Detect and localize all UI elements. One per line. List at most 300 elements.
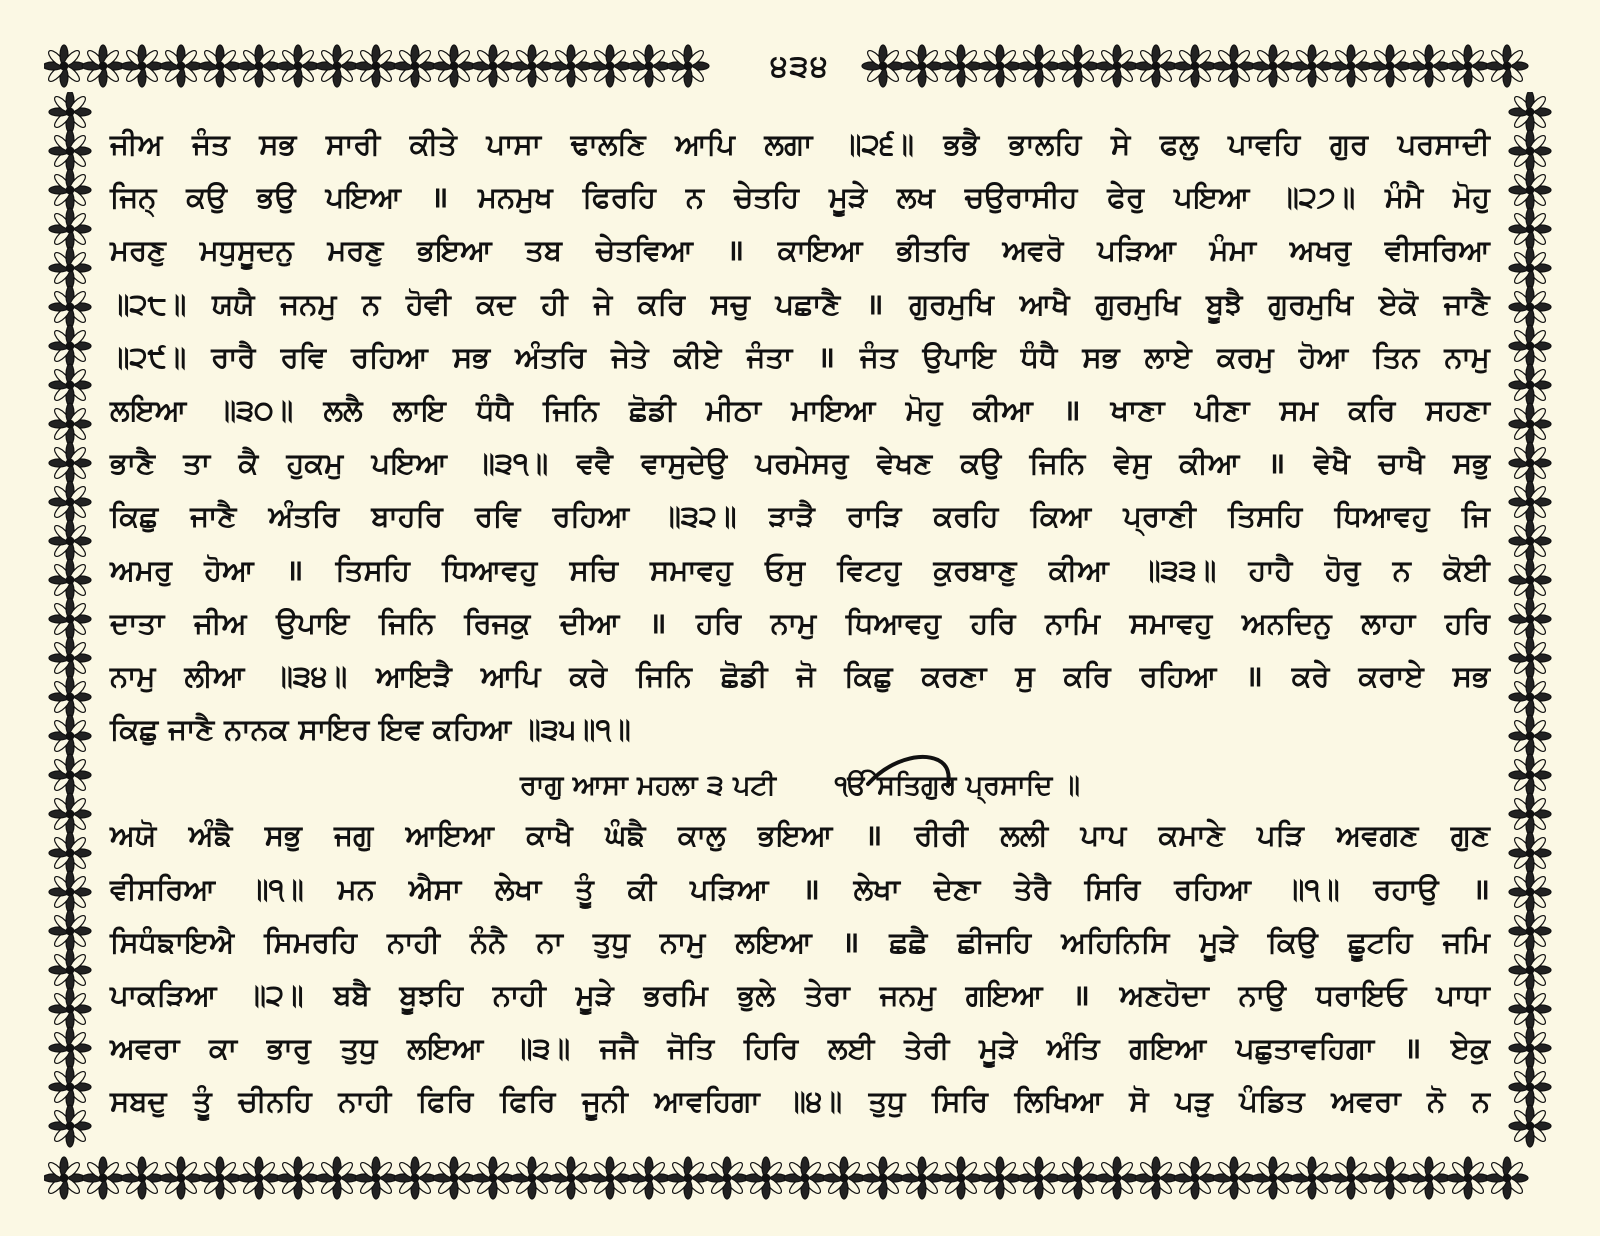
ek-onkar-flourish-icon (860, 750, 970, 790)
flower-star-icon (1509, 1027, 1551, 1069)
flower-star-icon (862, 1157, 904, 1199)
flower-star-icon (589, 45, 631, 87)
flower-star-icon (49, 481, 91, 523)
word: ਧਰਾਇਓ (1315, 978, 1407, 1012)
word: ਛਛੈ (889, 924, 928, 959)
word: ਰਹਿਆ (1174, 871, 1251, 906)
flower-star-icon (49, 403, 91, 445)
word: ਕਰਿ (1063, 658, 1111, 693)
word: ਜਿਨਿ (378, 605, 435, 640)
word: ਲਲੀ (1000, 818, 1049, 853)
word: ॥ (648, 605, 667, 640)
word: ਸਭੁ (1452, 446, 1490, 481)
flower-star-icon (1509, 559, 1551, 601)
flower-star-icon (667, 45, 709, 87)
word: ॥ (1403, 1031, 1422, 1066)
word: ਅੰਤਰਿ (268, 499, 340, 534)
word: ਲਾਹਾ (1361, 605, 1416, 640)
word: ਸੇ (1111, 127, 1131, 161)
word: ॥ (802, 871, 820, 906)
flower-star-icon (1330, 1157, 1372, 1199)
word: ਕਿਆ (1030, 499, 1092, 534)
word: ਪਇਆ (371, 446, 447, 481)
word: ਪਾਕੜਿਆ (110, 978, 217, 1012)
word: ਭਇਆ (757, 818, 833, 853)
word: ਆਵਹਿਗਾ (654, 1084, 760, 1119)
word: ਜੋਤਿ (667, 1031, 715, 1066)
word: ਲਖ (896, 180, 935, 215)
flower-star-icon (1509, 442, 1551, 484)
word: ਸਭ (1452, 658, 1490, 693)
flower-star-icon (1509, 715, 1551, 757)
flower-star-icon (160, 1157, 202, 1199)
flower-star-icon (1509, 208, 1551, 250)
word: ਜਾਣੈ (168, 712, 215, 747)
word: ਅਨਦਿਨੁ (1241, 605, 1332, 640)
flower-star-icon (49, 130, 91, 172)
word: ਜੂਨੀ (582, 1084, 628, 1119)
mool-mantar: ੴ ਸਤਿਗੁਰ ਪ੍ਰਸਾਦਿ ॥ (834, 770, 1080, 802)
word: ਅੰਤਰਿ (515, 339, 586, 374)
word: ਬਾਹਰਿ (371, 499, 443, 534)
flower-star-icon (1486, 45, 1528, 87)
word: ਐਸਾ (408, 871, 462, 906)
flower-star-icon (511, 45, 553, 87)
word: ਧਿਆਵਹੁ (845, 605, 941, 640)
flower-star-icon (49, 92, 91, 133)
text-line (110, 703, 1490, 756)
flower-star-icon (1018, 1157, 1060, 1199)
word: ਨਾਮੁ (770, 605, 817, 640)
flower-star-icon (49, 1066, 91, 1108)
text-line (110, 224, 1490, 277)
word: ਕਹਿਆ (432, 712, 512, 747)
word: ਜੋ (796, 658, 816, 693)
word: ਹਿਰਿ (743, 1031, 799, 1066)
word: ਧੰਧੈ (476, 392, 513, 427)
text-line (110, 490, 1490, 543)
word: ਬੂਝਹਿ (399, 978, 464, 1012)
word: ॥ (1267, 446, 1286, 481)
word: ਧੰਧੈ (1020, 339, 1058, 374)
word: ਲੇਖਾ (853, 871, 900, 906)
word: ਮੂੜੇ (1199, 924, 1238, 959)
flower-star-icon (355, 1157, 397, 1199)
word: ਪਾਧਾ (1436, 978, 1490, 1012)
flower-star-icon (1509, 637, 1551, 679)
word: ਗੁਰਮੁਖਿ (1268, 286, 1354, 321)
word: ॥੩੧॥ (475, 446, 549, 481)
word: ਲਇਆ (735, 924, 812, 959)
word: ਅਯੋ (110, 818, 157, 853)
flower-star-icon (1509, 598, 1551, 640)
flower-star-icon (355, 45, 397, 87)
word: ॥੪॥ (786, 1084, 843, 1119)
text-line (110, 863, 1490, 916)
flower-star-icon (667, 1157, 709, 1199)
flower-star-icon (1509, 988, 1551, 1030)
word: ਸਬਦੁ (110, 1084, 167, 1119)
word: ਸੋ (1129, 1084, 1149, 1119)
flower-star-icon (49, 325, 91, 367)
word: ਤੂੰ (575, 871, 594, 906)
flower-star-icon (1509, 92, 1551, 133)
flower-star-icon (1291, 45, 1333, 87)
word: ਸਭ (1082, 339, 1120, 374)
word: ਮੰਮਾ (1209, 233, 1257, 268)
word: ॥ (1063, 392, 1081, 427)
flower-star-icon (121, 1157, 163, 1199)
word: ॥ (285, 552, 304, 587)
text-line (110, 118, 1490, 171)
word: ਨਾਨਕ (224, 712, 289, 747)
word: ਤਿਨ (1373, 339, 1420, 374)
flower-star-icon (238, 45, 280, 87)
word: ਜੇਤੇ (611, 339, 649, 374)
word: ਕਰਿ (637, 286, 686, 321)
flower-star-icon (1408, 45, 1450, 87)
word: ਮਨਮੁਖ (478, 180, 553, 215)
flower-star-icon (472, 1157, 514, 1199)
flower-star-icon (1135, 45, 1177, 87)
word: ਹਰਿ (970, 605, 1016, 640)
word: ਨਾਉ (1238, 978, 1287, 1012)
word: ਪਾਵਹਿ (1228, 127, 1301, 161)
flower-star-icon (1509, 364, 1551, 406)
word: ਅਹਿਨਿਸਿ (1061, 924, 1170, 959)
word: ਦੇਣਾ (933, 871, 981, 906)
word: ॥੧॥ (248, 871, 304, 906)
word: ਸਭ (452, 339, 491, 374)
word: ਤੁਧੁ (868, 1084, 906, 1119)
word: ਤੇਰਾ (804, 978, 850, 1012)
flower-star-icon (199, 45, 241, 87)
text-line (110, 1022, 1490, 1075)
flower-star-icon (49, 247, 91, 289)
word: ਵਵੈ (576, 446, 613, 481)
flower-star-icon (1213, 1157, 1255, 1199)
word: ਦੀਆ (559, 605, 620, 640)
word: ਹਰਿ (1444, 605, 1490, 640)
word: ਗੁਰ (1329, 127, 1369, 161)
word: ਗਇਆ (1129, 1031, 1207, 1066)
flower-star-icon (1509, 949, 1551, 991)
flower-star-icon (1447, 45, 1489, 87)
word: ਰਹਿਆ (552, 499, 630, 534)
flower-star-icon (1509, 832, 1551, 874)
flower-star-icon (433, 45, 475, 87)
word: ਨ (685, 180, 704, 215)
word: ਪੰਡਿਤ (1239, 1084, 1305, 1119)
flower-star-icon (1509, 325, 1551, 367)
flower-star-icon (49, 364, 91, 406)
word: ਮਰਣੁ (110, 233, 166, 268)
word: ਪੀਣਾ (1194, 392, 1250, 427)
text-line (110, 1075, 1490, 1128)
flower-star-icon (472, 45, 514, 87)
word: ਸਿਰਿ (1084, 871, 1141, 906)
word: ਕਾਲੁ (677, 818, 726, 853)
word: ਮਧੁਸੂਦਨੁ (199, 233, 294, 268)
word: ਆਇੜੈ (376, 658, 452, 693)
word: ਪਇਆ (325, 180, 401, 215)
word: ॥ (841, 924, 860, 959)
word: ਪਰਮੇਸਰੁ (755, 446, 849, 481)
word: ਜੰਤ (192, 127, 230, 161)
word: ਵੇਸੁ (1113, 446, 1152, 481)
word: ਤੂੰ (193, 1084, 212, 1119)
word: ਗੁਰਮੁਖਿ (909, 286, 995, 321)
word: ਵੀਸਰਿਆ (1384, 233, 1490, 268)
word: ਮੰਮੈ (1385, 180, 1424, 215)
word: ਵਿਟਹੁ (837, 552, 902, 587)
flower-star-icon (1486, 1157, 1528, 1199)
flower-star-icon (1509, 754, 1551, 796)
word: ਨ (362, 286, 381, 321)
word: ਕਮਾਣੇ (1158, 818, 1225, 853)
word: ਚੇਤਹਿ (733, 180, 800, 215)
flower-star-icon (1252, 1157, 1294, 1199)
flower-star-icon (49, 169, 91, 211)
word: ਘੰਙੈ (605, 818, 646, 853)
word: ਰੀਰੀ (914, 818, 968, 853)
word: ਜਿ (1461, 499, 1490, 534)
word: ਨਾਮੁ (659, 924, 706, 959)
word: ਯਯੈ (212, 286, 255, 321)
flower-star-icon (979, 1157, 1021, 1199)
word: ਤਾ (183, 446, 211, 481)
word: ਹੀ (541, 286, 568, 321)
word: ਧਿਆਵਹੁ (1334, 499, 1430, 534)
word: ਛੀਜਹਿ (957, 924, 1032, 959)
flower-star-icon (1096, 1157, 1138, 1199)
word: ਸਮਾਵਹੁ (650, 552, 733, 587)
word: ਅਖਰੁ (1289, 233, 1352, 268)
left-border-band (44, 92, 96, 1152)
word: ਨਾਮੁ (1444, 339, 1490, 374)
flower-star-icon (1509, 676, 1551, 718)
word: ਕਉ (186, 180, 228, 215)
flower-star-icon (433, 1157, 475, 1199)
word: ਪੜੁ (1175, 1084, 1213, 1119)
right-border-band (1504, 92, 1556, 1152)
flower-star-icon (1330, 45, 1372, 87)
flower-star-icon (49, 208, 91, 250)
word: ਹੋਆ (204, 552, 254, 587)
flower-star-icon (1408, 1157, 1450, 1199)
flower-star-icon (394, 45, 436, 87)
word: ਸਹਣਾ (1425, 392, 1490, 427)
word: ਅੰਤਿ (1046, 1031, 1100, 1066)
flower-star-icon (49, 832, 91, 874)
flower-star-icon (550, 45, 592, 87)
word: ਤੁਧੁ (340, 1031, 378, 1066)
word: ਇਵ (379, 712, 423, 747)
word: ॥੨੬॥ (842, 127, 914, 161)
flower-star-icon (589, 1157, 631, 1199)
word: ਆਪਿ (675, 127, 735, 161)
word: ਕਰਹਿ (933, 499, 999, 534)
word: ਕੋਈ (1443, 552, 1490, 587)
word: ਕੁਰਬਾਣੁ (933, 552, 1017, 587)
flower-star-icon (1509, 871, 1551, 913)
word: ਕੀਏ (673, 339, 722, 374)
flower-star-icon (1447, 1157, 1489, 1199)
text-line (110, 597, 1490, 650)
flower-star-icon (1174, 45, 1216, 87)
word: ਚੀਨਹਿ (238, 1084, 312, 1119)
word: ਚਉਰਾਸੀਹ (964, 180, 1078, 215)
word: ਫਿਰਿ (499, 1084, 556, 1119)
word: ਫਿਰਹਿ (582, 180, 656, 215)
text-line (110, 969, 1490, 1022)
word: ਮਨ (337, 871, 375, 906)
word: ॥ (1072, 978, 1090, 1012)
flower-star-icon (49, 754, 91, 796)
word: ਪਛਾਣੈ (775, 286, 841, 321)
word: ਓਸੁ (764, 552, 806, 587)
word: ਖਾਣਾ (1110, 392, 1165, 427)
word: ਪਰਸਾਦੀ (1397, 127, 1490, 161)
flower-star-icon (49, 286, 91, 328)
word: ਰਵਿ (280, 339, 327, 374)
flower-star-icon (44, 1157, 85, 1199)
word: ਤੁਧੁ (592, 924, 630, 959)
verse-section-2 (110, 809, 1490, 1128)
word: ਏਕੋ (1378, 286, 1418, 321)
word: ਲਾਇ (392, 392, 447, 427)
flower-star-icon (1509, 1066, 1551, 1108)
word: ਸਾਰੀ (325, 127, 381, 161)
gurbani-text (110, 118, 1490, 1148)
word: ਤਿਸਹਿ (1227, 499, 1303, 534)
text-line (110, 437, 1490, 490)
flower-star-icon (1369, 1157, 1411, 1199)
word: ॥ (864, 818, 883, 853)
flower-star-icon (1509, 247, 1551, 289)
flower-star-icon (394, 1157, 436, 1199)
flower-star-icon (940, 1157, 982, 1199)
page-number: ੪੩੪ (740, 46, 860, 88)
flower-star-icon (277, 45, 319, 87)
word: ਰਾੜਿ (846, 499, 902, 534)
word: ਰਹਿਆ (351, 339, 428, 374)
word: ਪਾਸਾ (486, 127, 542, 161)
flower-star-icon (160, 45, 202, 87)
word: ਕਰਾਏ (1358, 658, 1424, 693)
word: ਕਦ (476, 286, 516, 321)
flower-star-icon (82, 1157, 124, 1199)
word: ॥ (1245, 658, 1263, 693)
flower-star-icon (316, 45, 358, 87)
word: ਹਰਿ (695, 605, 742, 640)
flower-star-icon (901, 1157, 943, 1199)
word: ਰਿਜਕੁ (464, 605, 531, 640)
word: ਭੁਲੇ (737, 978, 776, 1012)
flower-star-icon (316, 1157, 358, 1199)
word: ਰਹਾਉ (1373, 871, 1439, 906)
word: ਨ (1471, 1084, 1490, 1119)
word: ਭਾਲਹਿ (1008, 127, 1082, 161)
word: ਲੇਖਾ (495, 871, 542, 906)
word: ਕਰੇ (569, 658, 608, 693)
word: ਜੀਅ (110, 127, 163, 161)
word: ਜਾਣੈ (190, 499, 237, 534)
word: ਸਿਮਰਹਿ (264, 924, 358, 959)
word: ਮੂੜੇ (575, 978, 614, 1012)
word: ਬੂਝੈ (1206, 286, 1243, 321)
text-line (110, 916, 1490, 969)
word: ਜਨਮੁ (879, 978, 936, 1012)
flower-star-icon (1096, 45, 1138, 87)
word: ਕੈ (238, 446, 259, 481)
word: ਤੇਰੀ (904, 1031, 950, 1066)
word: ਨਾਮਿ (1045, 605, 1101, 640)
word: ਨਾਹੀ (387, 924, 441, 959)
word: ॥ (726, 233, 745, 268)
word: ਮੋਹੁ (1453, 180, 1490, 215)
word: ਗੁਣ (1450, 818, 1490, 853)
word: ਲਇਆ (406, 1031, 484, 1066)
word: ਲੀਆ (184, 658, 245, 693)
word: ਕੀਆ (972, 392, 1033, 427)
word: ਜੀਅ (193, 605, 247, 640)
word: ਅੰਙੈ (188, 818, 233, 853)
word: ਭਰਮਿ (643, 978, 708, 1012)
word: ਰਹਿਆ (1139, 658, 1217, 693)
word: ਜਨਮੁ (280, 286, 337, 321)
word: ਪਇਆ (1174, 180, 1250, 215)
word: ਭਉ (256, 180, 296, 215)
word: ॥ (865, 286, 884, 321)
shabad-heading (110, 756, 1490, 809)
word: ਵਾਸੁਦੇਉ (641, 446, 728, 481)
word: ਲਈ (827, 1031, 875, 1066)
word: ॥੨੭॥ (1279, 180, 1356, 215)
word: ॥੨੮॥ (110, 286, 187, 321)
word: ਏਕੁ (1450, 1031, 1490, 1066)
word: ਨਾਮੁ (110, 658, 156, 693)
flower-star-icon (49, 949, 91, 991)
word: ਸਚੁ (710, 286, 750, 321)
word: ॥੩੫॥੧॥ (521, 712, 631, 747)
word: ਛੋਡੀ (629, 392, 676, 427)
word: ਜਿਨਿ (1029, 446, 1086, 481)
flower-star-icon (49, 1027, 91, 1069)
word: ਧਿਆਵਹੁ (442, 552, 538, 587)
word: ਨ (1392, 552, 1411, 587)
flower-star-icon (121, 45, 163, 87)
flower-star-icon (49, 676, 91, 718)
flower-star-icon (238, 1157, 280, 1199)
flower-star-icon (1509, 910, 1551, 952)
flower-star-icon (1509, 169, 1551, 211)
word: ਅਵਰਾ (1331, 1084, 1401, 1119)
word: ਪਾਪ (1080, 818, 1127, 853)
flower-star-icon (862, 45, 904, 87)
word: ਮੂੜੇ (828, 180, 868, 215)
word: ਲਇਆ (110, 392, 187, 427)
word: ਆਖੈ (1019, 286, 1070, 321)
word: ਕਿਛੁ (110, 712, 159, 747)
word: ਪਛੁਤਾਵਹਿਗਾ (1235, 1031, 1375, 1066)
text-line (110, 331, 1490, 384)
flower-star-icon (49, 715, 91, 757)
flower-star-icon (940, 45, 982, 87)
word: ਦਾਤਾ (110, 605, 165, 640)
word: ॥੩੩॥ (1141, 552, 1217, 587)
word: ਉਪਾਇ (276, 605, 350, 640)
